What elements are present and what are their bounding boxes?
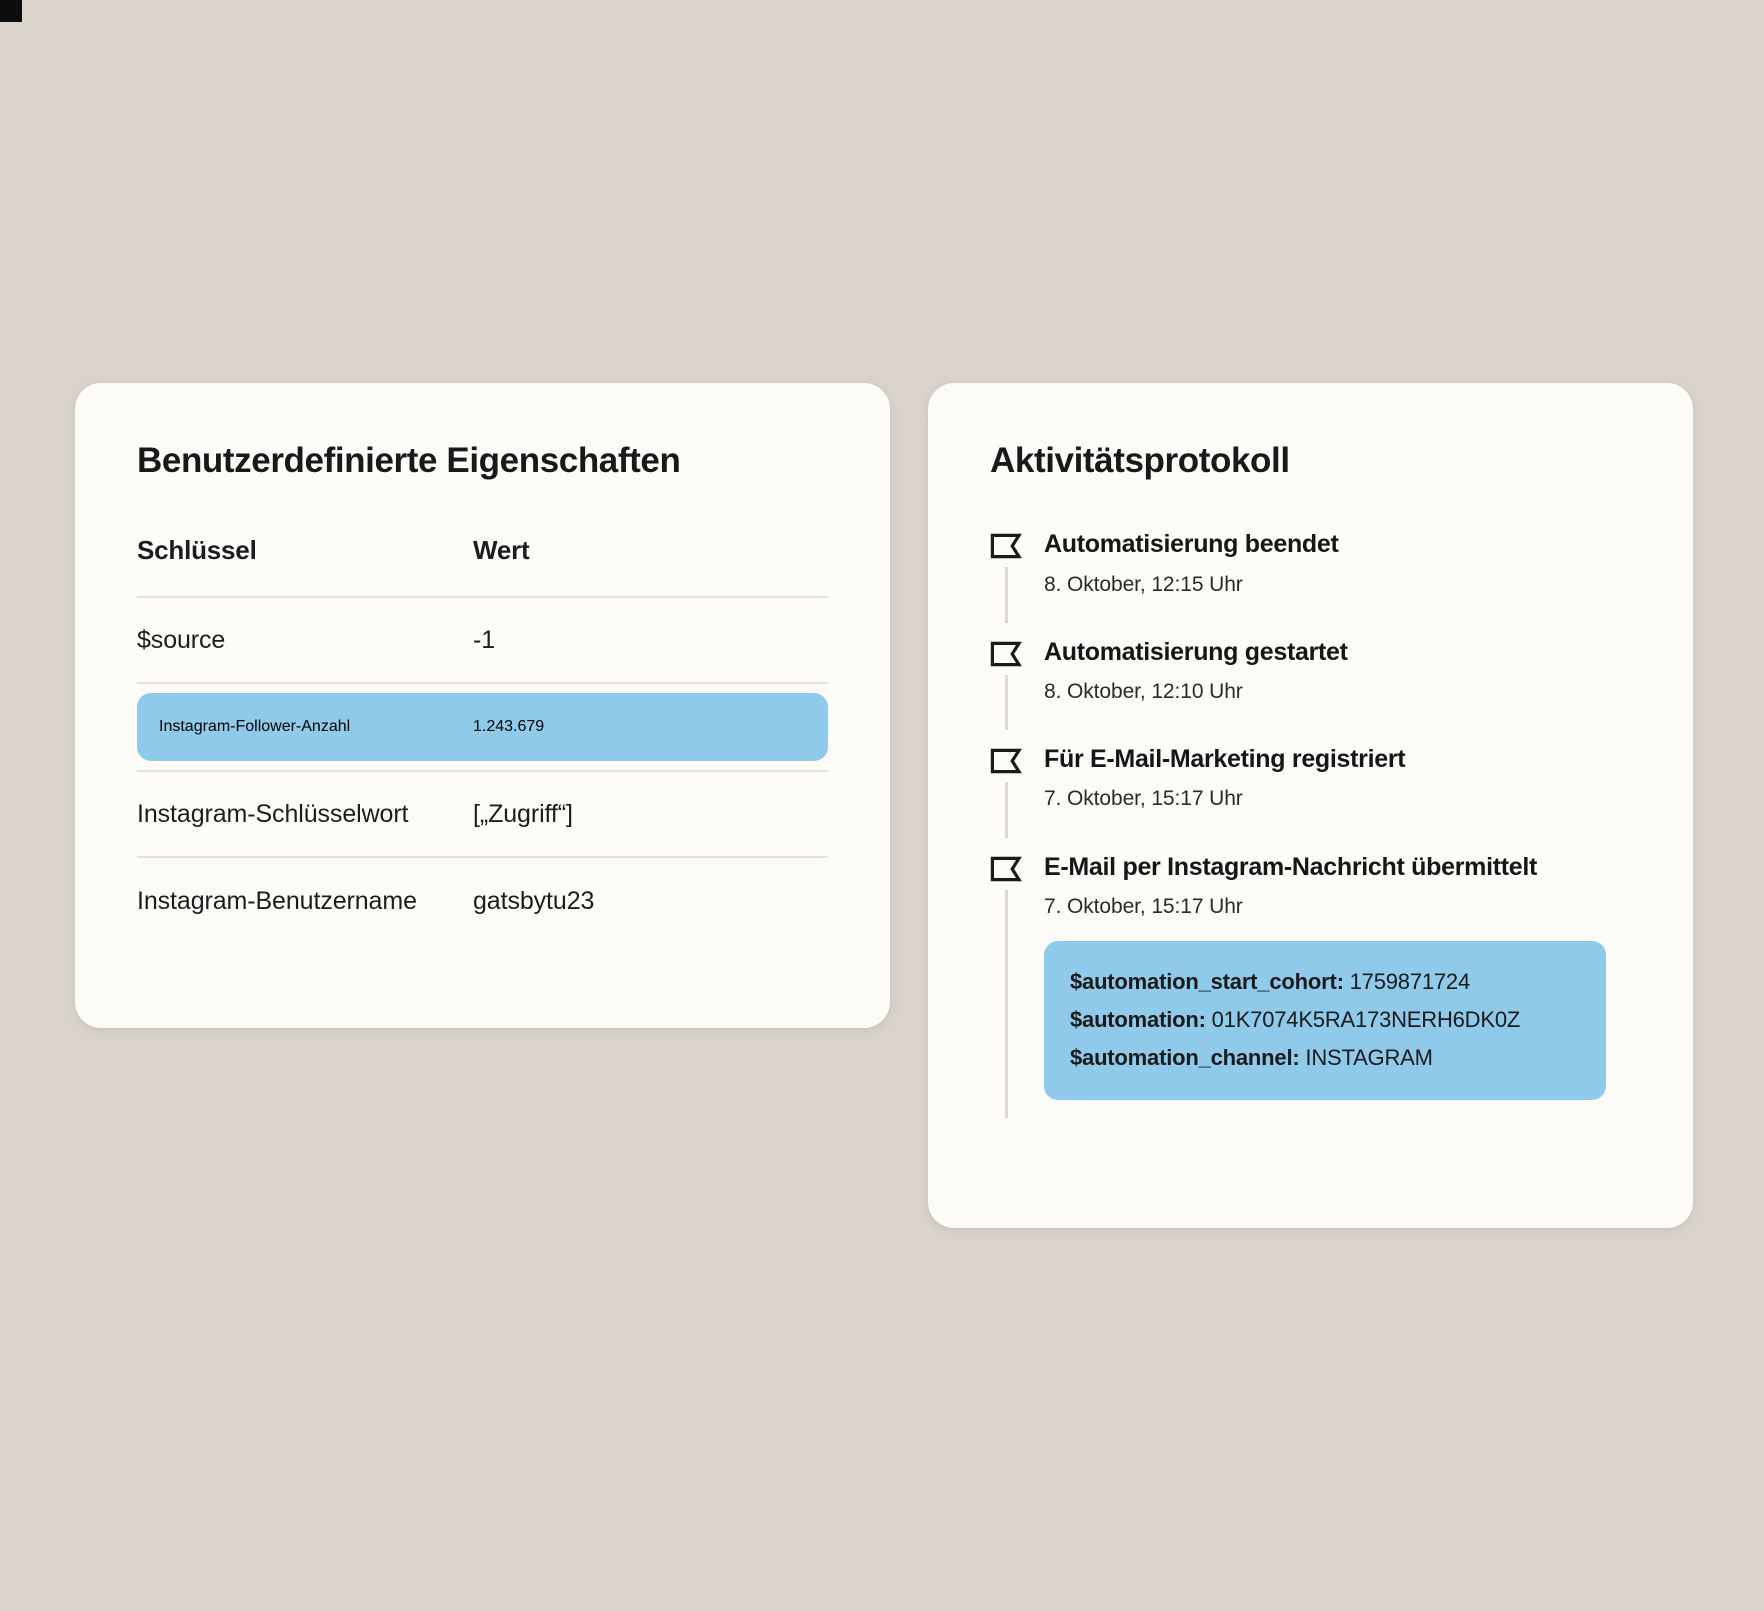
- automation-metadata-block: [1044, 941, 1606, 1100]
- activity-log-title: Aktivitätsprotokoll: [990, 441, 1290, 480]
- table-header-row: [137, 535, 828, 598]
- metadata-line: [1070, 1001, 1580, 1039]
- metadata-key: $automation_start_cohort:: [1070, 969, 1344, 994]
- timeline-connector: [1005, 782, 1008, 837]
- activity-body: [1044, 637, 1635, 722]
- activity-title: E-Mail per Instagram-Nachricht übermittelt: [1044, 852, 1538, 881]
- flag-icon: [990, 748, 1022, 774]
- metadata-line: [1070, 963, 1580, 1001]
- property-value: 1.243.679: [473, 718, 545, 736]
- metadata-key: $automation_channel:: [1070, 1044, 1300, 1070]
- table-row[interactable]: [137, 772, 828, 858]
- custom-properties-table: [137, 535, 828, 944]
- list-item[interactable]: [990, 852, 1635, 1141]
- custom-properties-card: [75, 383, 890, 1028]
- table-row[interactable]: [137, 858, 828, 944]
- activity-title: Automatisierung gestartet: [1044, 637, 1348, 666]
- property-key: $source: [137, 625, 226, 654]
- table-row[interactable]: [137, 598, 828, 684]
- flag-icon: [990, 856, 1022, 882]
- column-header-value: Wert: [473, 535, 530, 566]
- metadata-value: 01K7074K5RA173NERH6DK0Z: [1211, 1006, 1521, 1032]
- flag-icon: [990, 641, 1022, 667]
- table-row-highlighted[interactable]: [137, 693, 828, 761]
- custom-properties-title: Benutzerdefinierte Eigenschaften: [137, 441, 681, 480]
- activity-body: [1044, 529, 1635, 614]
- flag-icon: [990, 533, 1022, 559]
- activity-timestamp: 7. Oktober, 15:17 Uhr: [1044, 787, 1243, 811]
- column-header-key: Schlüssel: [137, 535, 257, 566]
- activity-marker: [990, 852, 1044, 1119]
- activity-title: Automatisierung beendet: [1044, 530, 1339, 559]
- property-key: Instagram-Schlüsselwort: [137, 799, 409, 828]
- timeline-connector: [1005, 890, 1008, 1119]
- activity-title: Für E-Mail-Marketing registriert: [1044, 745, 1406, 774]
- metadata-line: [1070, 1039, 1580, 1077]
- activity-timestamp: 7. Oktober, 15:17 Uhr: [1044, 894, 1243, 918]
- property-value: [„Zugriff“]: [473, 799, 573, 828]
- metadata-key: $automation:: [1070, 1006, 1206, 1032]
- activity-body: [1044, 852, 1635, 1119]
- metadata-value: INSTAGRAM: [1305, 1044, 1433, 1070]
- activity-timestamp: 8. Oktober, 12:15 Uhr: [1044, 572, 1243, 596]
- list-item[interactable]: [990, 744, 1635, 851]
- activity-marker: [990, 637, 1044, 722]
- list-item[interactable]: [990, 529, 1635, 636]
- activity-list: [990, 529, 1635, 1140]
- property-value: gatsbytu23: [473, 886, 595, 915]
- property-key: Instagram-Follower-Anzahl: [159, 718, 351, 736]
- timeline-connector: [1005, 675, 1008, 730]
- property-key: Instagram-Benutzername: [137, 886, 417, 915]
- timeline-connector: [1005, 567, 1008, 622]
- metadata-value: 1759871724: [1349, 969, 1470, 994]
- property-value: -1: [473, 625, 496, 654]
- activity-marker: [990, 744, 1044, 829]
- activity-marker: [990, 529, 1044, 614]
- activity-body: [1044, 744, 1635, 829]
- activity-timestamp: 8. Oktober, 12:10 Uhr: [1044, 679, 1243, 703]
- list-item[interactable]: [990, 637, 1635, 744]
- activity-log-card: [928, 383, 1693, 1228]
